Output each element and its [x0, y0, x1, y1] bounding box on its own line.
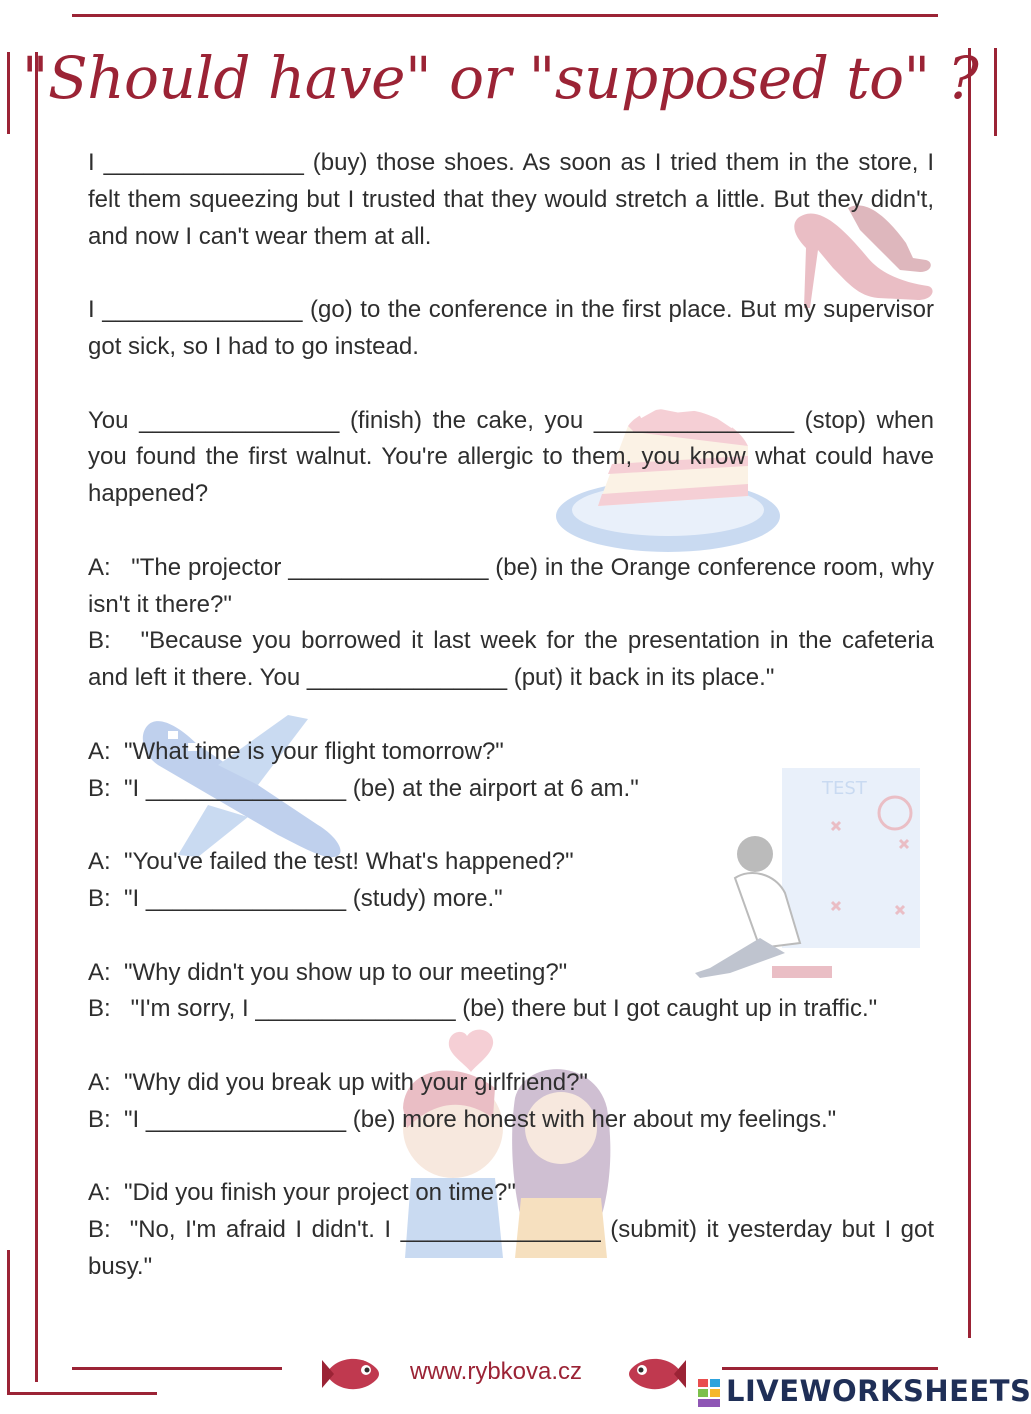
svg-text:TEST: TEST [822, 778, 867, 799]
spacer [88, 513, 934, 550]
liveworksheets-logo-icon [698, 1379, 722, 1407]
exercise-7-a: A: "Why didn't you show up to our meeting?" [88, 958, 568, 986]
exercise-6-a: A: "You've failed the test! What's happened?" [88, 848, 574, 876]
frame-bottom-right [722, 1367, 938, 1370]
exercise-9-b: B: "No, I'm afraid I didn't. I _______________ (submit) it yesterday but I got busy." [88, 1216, 934, 1280]
fish-icon [322, 1350, 386, 1398]
exercise-8-a: A: "Why did you break up with your girlfriend?" [88, 1068, 588, 1096]
exercise-4-b: B: "Because you borrowed it last week for the presentation in the cafeteria and left it there. You _______________ (put) it back in its place." [88, 627, 934, 692]
brand-text: LIVEWORKSHEETS [726, 1374, 1031, 1408]
frame-bottom-left [72, 1367, 282, 1370]
exercise-2: I _______________ (go) to the conference in the first place. But my supervisor got sick, so I had to go instead. [88, 296, 934, 360]
exercise-1: I _______________ (buy) those shoes. As soon as I tried them in the store, I felt them squeezing but I trusted that they would stretch a little. But they didn't, and now I can't wear them at all. [88, 149, 934, 250]
exercise-7-b: B: "I'm sorry, I _______________ (be) there but I got caught up in traffic." [88, 995, 878, 1023]
exercise-3: You _______________ (finish) the cake, you _______________ (stop) when you found the first walnut. You're allergic to them, you know what could have happened? [88, 406, 934, 508]
exercise-text [88, 145, 934, 1286]
spacer [88, 1139, 934, 1176]
exercise-4-a: A: "The projector _______________ (be) in the Orange conference room, why isn't it there?" [88, 553, 934, 618]
frame-left-inner [35, 52, 38, 1382]
page-title: "Should have" or "supposed to" ? [21, 44, 979, 112]
liveworksheets-brand[interactable] [726, 1374, 1031, 1408]
exercise-5-a: A: "What time is your flight tomorrow?" [88, 737, 504, 765]
spacer [88, 366, 934, 403]
spacer [88, 1028, 934, 1065]
frame-bottom-left-low [7, 1392, 157, 1395]
exercise-5-b: B: "I _______________ (be) at the airport at 6 am." [88, 774, 639, 802]
exercise-8-b: B: "I _______________ (be) more honest with her about my feelings." [88, 1105, 837, 1133]
frame-top-line [72, 14, 938, 17]
spacer [88, 697, 934, 734]
spacer [88, 255, 934, 292]
fish-icon [622, 1350, 686, 1398]
spacer [88, 807, 934, 844]
website-link[interactable]: www.rybkova.cz [410, 1358, 583, 1385]
spacer [88, 918, 934, 955]
exercise-9-a: A: "Did you finish your project on time?" [88, 1179, 516, 1207]
frame-right-inner [968, 48, 971, 1338]
exercise-6-b: B: "I _______________ (study) more." [88, 884, 503, 912]
frame-left-lower [7, 1250, 10, 1392]
